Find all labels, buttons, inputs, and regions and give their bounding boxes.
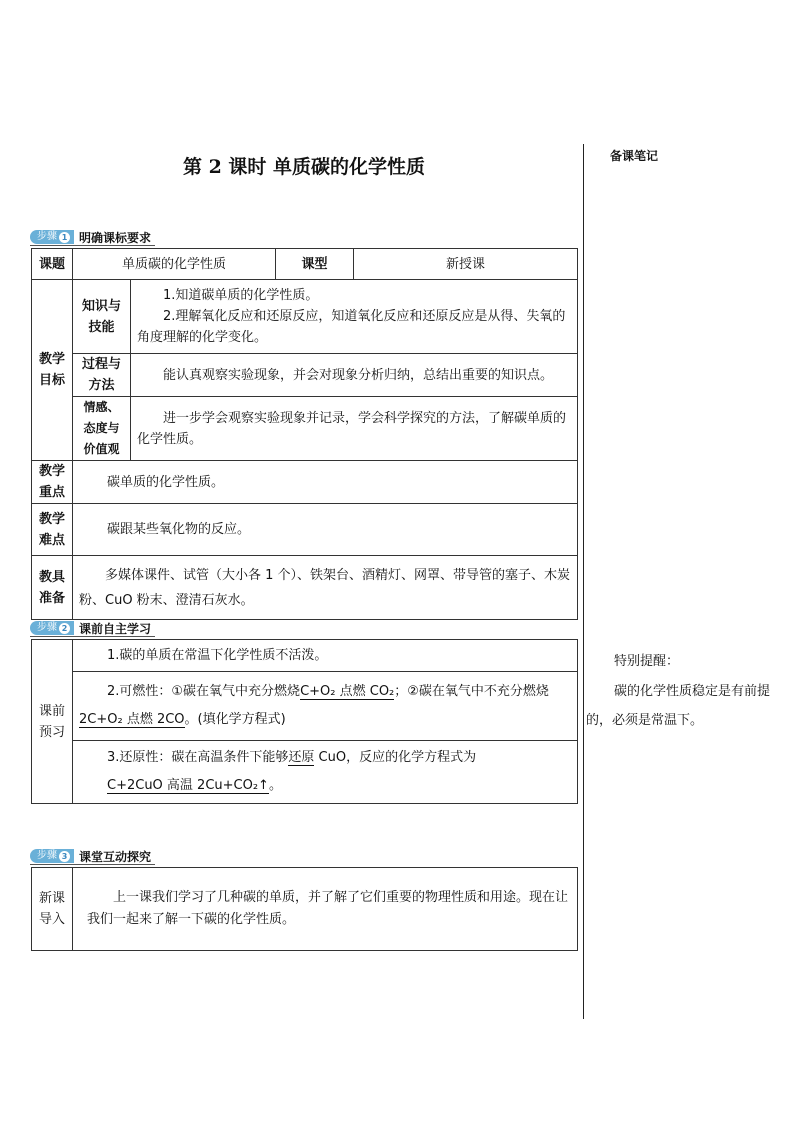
step-badge: 步骤 3 <box>30 849 74 863</box>
step-2-header <box>30 621 151 635</box>
step-1-header <box>30 230 151 244</box>
difficulty-label: 教学难点 <box>32 504 73 556</box>
topic-label: 课题 <box>32 249 73 280</box>
step-3-label: 课堂互动探究 <box>79 849 152 864</box>
step-badge: 步骤 1 <box>30 230 74 244</box>
preview-item-1: 1.碳的单质在常温下化学性质不活泼。 <box>73 640 578 672</box>
step-1-label: 明确课标要求 <box>79 230 152 245</box>
tools-label: 教具准备 <box>32 556 73 620</box>
preview-item-3: 3.还原性：碳在高温条件下能够还原 CuO，反应的化学方程式为 C+2CuO 高温 2Cu+CO₂↑。 <box>73 741 578 804</box>
step-2-label: 课前自主学习 <box>79 621 152 636</box>
goal-knowledge-text: 1.知道碳单质的化学性质。 2.理解氧化反应和还原反应，知道氧化反应和还原反应是从得、失氧的角度理解的化学变化。 <box>131 280 578 354</box>
goal-process-label: 过程与方法 <box>73 354 131 397</box>
topic-value: 单质碳的化学性质 <box>73 249 276 280</box>
equation-answer: C+2CuO 高温 2Cu+CO₂↑ <box>107 778 269 793</box>
fill-blank-answer: 还原 <box>288 750 315 765</box>
type-label: 课型 <box>276 249 354 280</box>
difficulty-text: 碳跟某些氧化物的反应。 <box>73 504 578 556</box>
goal-knowledge-label: 知识与技能 <box>73 280 131 354</box>
tools-text: 多媒体课件、试管（大小各 1 个）、铁架台、酒精灯、网罩、带导管的塞子、木炭粉、CuO 粉末、澄清石灰水。 <box>73 556 578 620</box>
key-points-label: 教学重点 <box>32 461 73 504</box>
side-note-text: 碳的化学性质稳定是有前提的，必须是常温下。 <box>586 684 771 728</box>
course-requirements-table <box>31 248 578 620</box>
goal-process-text: 能认真观察实验现象，并会对现象分析归纳，总结出重要的知识点。 <box>131 354 578 397</box>
side-notes-title: 备课笔记 <box>610 149 659 163</box>
intro-text: 上一课我们学习了几种碳的单质，并了解了它们重要的物理性质和用途。现在让我们一起来了解一下碳的化学性质。 <box>73 868 578 951</box>
key-points-text: 碳单质的化学性质。 <box>73 461 578 504</box>
interaction-table <box>31 867 578 951</box>
step-3-header <box>30 849 151 863</box>
type-value: 新授课 <box>354 249 578 280</box>
preview-item-2: 2.可燃性：①碳在氧气中充分燃烧C+O₂ 点燃 CO₂；②碳在氧气中不充分燃烧 2C+O₂ 点燃 2CO。(填化学方程式) <box>73 672 578 741</box>
intro-label: 新课导入 <box>32 868 73 951</box>
page-title: 第 2 课时 单质碳的化学性质 <box>182 156 426 178</box>
goal-attitude-text: 进一步学会观察实验现象并记录，学会科学探究的方法，了解碳单质的化学性质。 <box>131 397 578 461</box>
step-badge: 步骤 2 <box>30 621 74 635</box>
equation-answer: 2C+O₂ 点燃 2CO <box>79 712 185 727</box>
preview-table <box>31 639 578 804</box>
equation-answer: C+O₂ 点燃 CO₂ <box>300 684 395 699</box>
preview-label: 课前预习 <box>32 640 73 804</box>
goals-label: 教学目标 <box>32 280 73 461</box>
side-note-title: 特别提醒： <box>614 654 680 669</box>
goal-attitude-label: 情感、态度与价值观 <box>73 397 131 461</box>
margin-divider <box>583 144 584 1019</box>
